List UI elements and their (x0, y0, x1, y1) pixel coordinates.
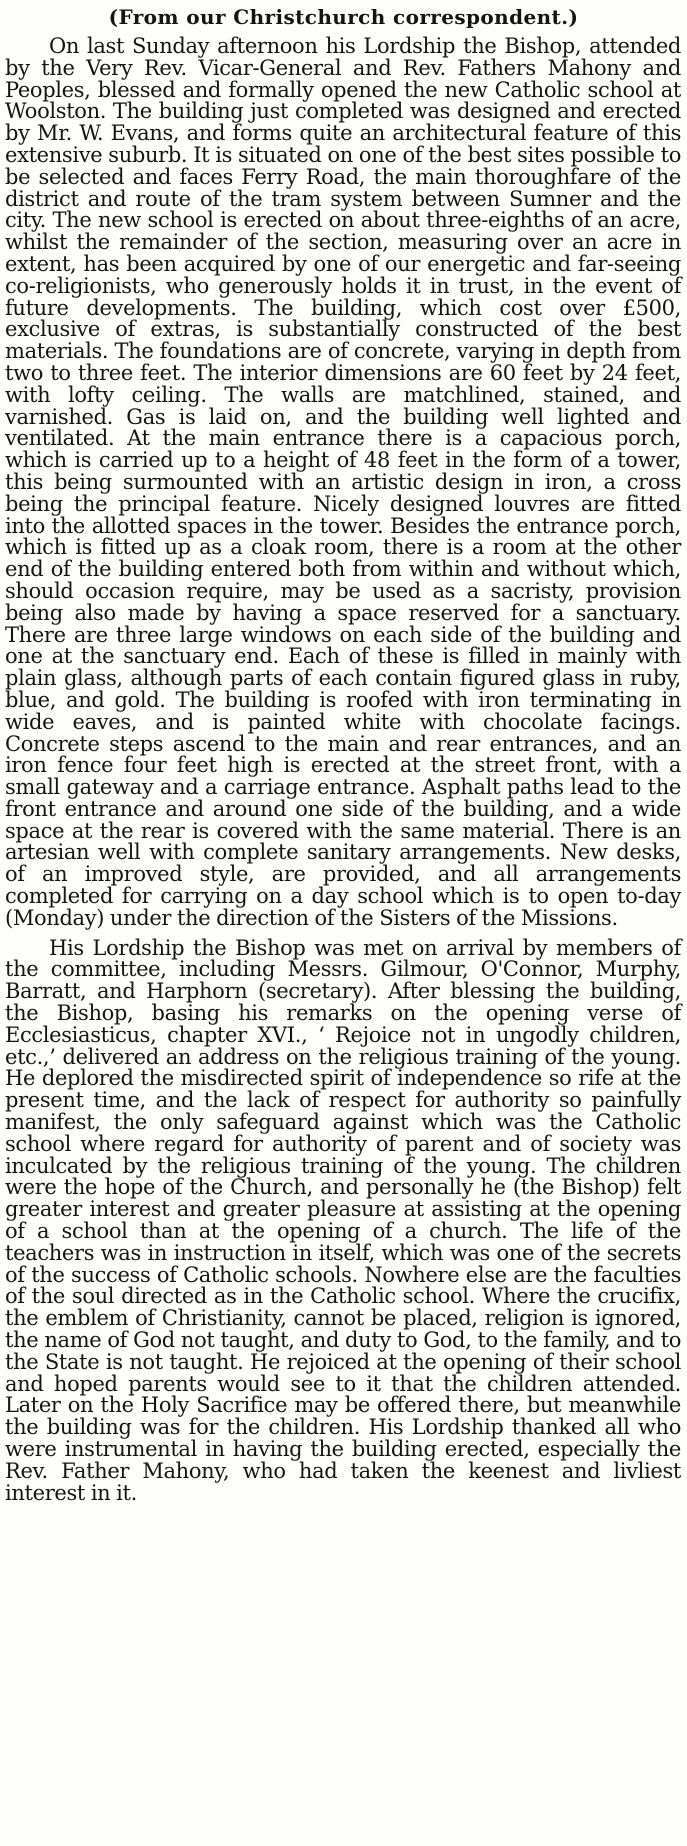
article-paragraph-bishop-address: His Lordship the Bishop was met on arrival by members of the committee, including Messrs. Gilmour, O'Connor, Murphy, Barratt, and Harphorn (secretary). After blessing the building, the Bishop, basing his remarks on the opening verse of Ecclesiasticus, chapter XVI., ‘ Rejoice not in ungodly children, etc.,’ delivered an address on the religious training of the young. He deplored the misdirected spirit of independence so rife at the present time, and the lack of respect for authority so painfully manifest, the only safeguard against which was the Catholic school where regard for authority of parent and of society was inculcated by the religious training of the young. The children were the hope of the Church, and personally he (the Bishop) felt greater interest and greater pleasure at assisting at the opening of a school than at the opening of a church. The life of the teachers was in instruction in itself, which was one of the secrets of the success of Catholic schools. Nowhere else are the faculties of the soul directed as in the Catholic school. Where the crucifix, the emblem of Christianity, cannot be placed, religion is ignored, the name of God not taught, and duty to God, to the family, and to the State is not taught. He rejoiced at the opening of their school and hoped parents would see to it that the children attended. Later on the Holy Sacrifice may be offered there, but meanwhile the building was for the children. His Lordship thanked all who were instrumental in having the building erected, especially the Rev. Father Mahony, who had taken the keenest and livliest interest in it. (5, 935, 681, 1505)
article-paragraph-school-description: On last Sunday afternoon his Lordship the Bishop, attended by the Very Rev. Vicar-General and Rev. Fathers Mahony and Peoples, blessed and formally opened the new Catholic school at Woolston. The building just completed was designed and erected by Mr. W. Evans, and forms quite an architectural feature of this extensive suburb. It is situated on one of the best sites possible to be selected and faces Ferry Road, the main thoroughfare of the district and route of the tram system between Sumner and the city. The new school is erected on about three-eighths of an acre, whilst the remainder of the section, measuring over an acre in extent, has been acquired by one of our energetic and far-seeing co-religionists, who generously holds it in trust, in the event of future developments. The building, which cost over £500, exclusive of extras, is substantially constructed of the best materials. The foundations are of concrete, varying in depth from two to three feet. The interior dimensions are 60 feet by 24 feet, with lofty ceiling. The walls are matchlined, stained, and varnished. Gas is laid on, and the building well lighted and ventilated. At the main entrance there is a capacious porch, which is carried up to a height of 48 feet in the form of a tower, this being surmounted with an artistic design in iron, a cross being the principal feature. Nicely designed louvres are fitted into the allotted spaces in the tower. Besides the entrance porch, which is fitted up as a cloak room, there is a room at the other end of the building entered both from within and without which, should occasion require, may be used as a sacristy, provision being also made by having a space reserved for a sanctuary. There are three large windows on each side of the building and one at the sanctuary end. Each of these is filled in mainly with plain glass, although parts of each contain figured glass in ruby, blue, and gold. The building is roofed with iron terminating in wide eaves, and is painted white with chocolate facings. Concrete steps ascend to the main and rear entrances, and an iron fence four feet high is erected at the street front, with a small gateway and a carriage entrance. Asphalt paths lead to the front entrance and around one side of the building, and a wide space at the rear is covered with the same material. There is an artesian well with complete sanitary arrangements. New desks, of an improved style, are provided, and all arrangements completed for carrying on a day school which is to open to-day (Monday) under the direction of the Sisters of the Missions. (5, 34, 681, 930)
correspondent-heading: (From our Christchurch correspondent.) (108, 5, 579, 29)
article-body (5, 36, 681, 1504)
